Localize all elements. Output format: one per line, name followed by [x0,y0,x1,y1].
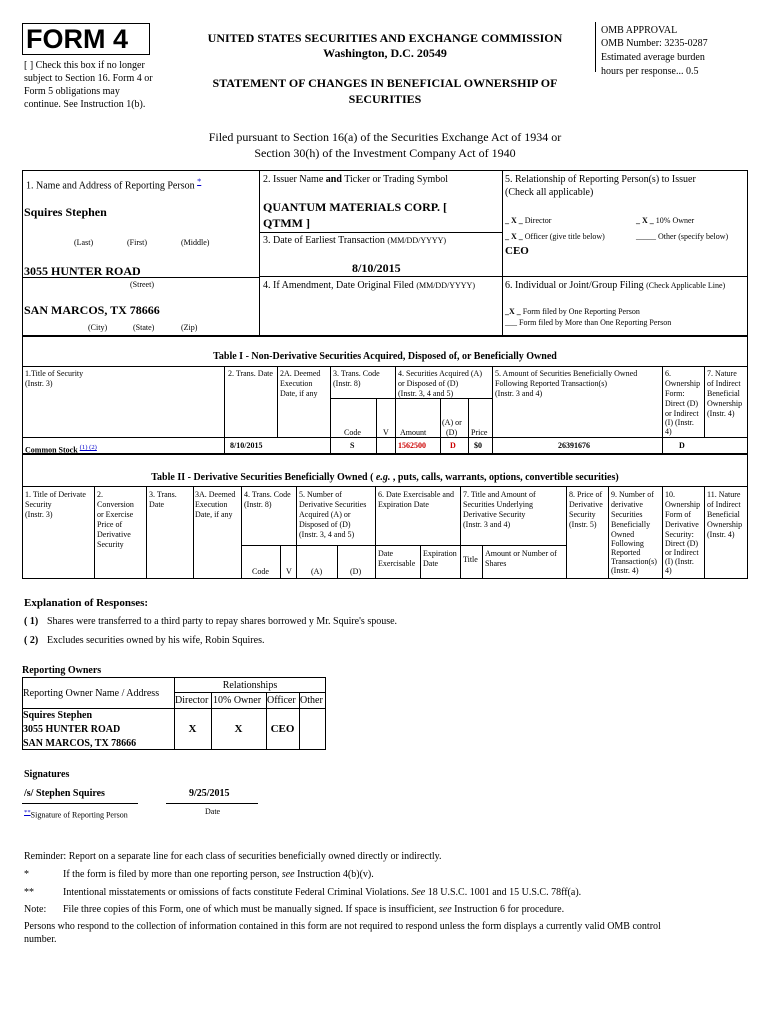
statement-title-1: STATEMENT OF CHANGES IN BENEFICIAL OWNERSHIP OF [212,76,558,90]
earliest-transaction-date: 8/10/2015 [352,261,401,275]
t2-col5-3: Acquired (A) or [299,510,351,519]
t1-col6-7: 4) [665,427,672,436]
t2-col9-9: (Instr. 4) [611,566,639,575]
box4-top [259,276,748,277]
explanation-heading: Explanation of Responses: [24,597,149,609]
t1-sub-price: Price [471,428,488,437]
name-sub-middle: (Middle) [181,238,210,247]
signature-name: /s/ Stephen Squires [24,788,105,799]
owners-sub-officer: Officer [267,695,296,706]
t2-v2 [146,486,147,579]
t2-col9-2: derivative [611,500,643,509]
t1-col3-2: (Instr. 8) [333,379,361,388]
street-sub: (Street) [130,280,154,289]
t2-col3a-1: 3A. Deemed [195,490,236,499]
t1-v10 [704,366,705,437]
issuer-name-1: QUANTUM MATERIALS CORP. [ [263,200,448,214]
t1-col4-3: (Instr. 3, 4 and 5) [398,389,454,398]
explanation-text-2: Excludes securities owned by his wife, Robin Squires. [47,635,265,646]
t1-v2 [277,366,278,437]
t2-v4 [241,486,242,579]
t1-col4-2: or Disposed of (D) [398,379,459,388]
t2-col5-1: 5. Number of [299,490,342,499]
t2-col5-2: Derivative Securities [299,500,367,509]
persons-notice-1: Persons who respond to the collection of information contained in this form are not required to respond unless the form displays a currently valid OMB control [24,921,661,932]
t2-v10 [460,486,461,579]
persons-notice-2: number. [24,934,57,945]
city-sub-zip: (Zip) [181,323,198,332]
t1-col6-4: Direct (D) [665,399,699,408]
owner-line-2: 3055 HUNTER ROAD [23,724,121,735]
city-sub-city: (City) [88,323,108,332]
t2-sub-code: Code [252,567,269,576]
form-title: FORM 4 [26,24,129,54]
t2-col8-3: Security [569,510,596,519]
table2-title: Table II - Derivative Securities Beneficially Owned ( e.g. , puts, calls, warrants, options, convertible securities) [151,472,619,483]
owners-col-rel: Relationships [222,680,278,691]
owners-h1 [174,692,326,693]
t2-col10-2: Ownership [665,500,701,509]
relationship-director[interactable]: _ X _ Director [505,216,552,225]
name-sub-first: (First) [127,238,147,247]
filing-one-person[interactable]: _X _ Form filed by One Reporting Person [505,307,640,316]
t2-col7-1: 7. Title and Amount of [463,490,536,499]
t1-col2a-3: Date, if any [280,389,318,398]
t2-col10-7: or Indirect [665,548,699,557]
t2-col9-7: Reported [611,548,641,557]
explanation-text-1: Shares were transferred to a third party to repay shares borrowed y Mr. Squire's spouse. [47,616,398,627]
t1-sub-amount: Amount [400,428,427,437]
t1-row-price: $0 [474,441,482,450]
owners-h2 [22,708,326,709]
t1-row-ad: D [450,441,456,450]
t1-v4 [376,398,377,454]
box3-top [259,232,503,233]
t2-col11-4: Ownership [707,520,743,529]
owners-sub-ten-pct: 10% Owner [213,695,262,706]
box-divider-2 [502,170,503,336]
t2-col9-6: Following [611,539,644,548]
omb-number: OMB Number: 3235-0287 [601,38,708,49]
t1-sub-ad-1: (A) or [442,418,462,427]
t1-col7-4: Ownership [707,399,743,408]
t2-sub-amount-2: Shares [485,559,507,568]
owners-v2 [211,692,212,750]
t2-col4-2: (Instr. 8) [244,500,272,509]
t1-col6-5: or Indirect [665,409,699,418]
t1-sub-v: V [383,428,389,437]
check-box-line-2: subject to Section 16. Form 4 or [24,73,153,84]
t2-col7-2: Securities Underlying [463,500,533,509]
filed-pursuant-1: Filed pursuant to Section 16(a) of the Securities Exchange Act of 1934 or [208,130,562,144]
issuer-name-2: QTMM ] [263,216,310,230]
table1-header-top [22,366,748,367]
t2-col10-6: Direct (D) [665,539,699,548]
footnote-dstar-mark: ** [24,887,34,898]
t1-col5-2: Following Reported Transaction(s) [495,379,607,388]
street-rule [22,277,259,278]
omb-burden: Estimated average burden [601,52,705,63]
city-sub-state: (State) [133,323,155,332]
t1-col6-2: Ownership [665,379,701,388]
t1-v9 [662,366,663,454]
signature-rule [22,803,138,804]
agency-location: Washington, D.C. 20549 [323,46,447,60]
t2-col5-5: (Instr. 3, 4 and 5) [299,530,355,539]
owner-officer: CEO [270,723,295,735]
relationship-other[interactable]: _____ Other (specify below) [636,232,729,241]
signature-date: 9/25/2015 [189,788,230,799]
t2-col2-2: Conversion [97,500,134,509]
t1-row-security: Common Stock $^{(1) (2)}$ [25,444,97,455]
check-box-line-1[interactable]: [ ] Check this box if no longer [24,60,145,71]
t2-sub-date-ex-1: Date [378,549,394,558]
omb-hours: hours per response... 0.5 [601,66,699,77]
t2-sub-date-ex-2: Exercisable [378,559,416,568]
relationship-ten-pct[interactable]: _ X _ 10% Owner [636,216,695,225]
t1-row-form: D [679,441,685,450]
t2-col7-4: (Instr. 3 and 4) [463,520,511,529]
t2-col7-3: Derivative Security [463,510,526,519]
t2-col10-9: 4) [665,566,672,575]
t2-col1-2: Security [25,500,52,509]
t1-col5-1: 5. Amount of Securities Beneficially Owned [495,369,638,378]
signatures-heading: Signatures [24,769,70,780]
t2-col1-3: (Instr. 3) [25,510,53,519]
owners-sub-other: Other [300,695,323,706]
t1-col2a-1: 2A. Deemed [280,369,321,378]
owner-ten-pct: X [234,723,243,735]
t2-col5-4: Disposed of (D) [299,520,351,529]
explanation-num-2: ( 2) [24,635,39,646]
t2-col10-1: 10. [665,490,675,499]
t2-sub-exp-2: Date [423,559,439,568]
t1-col7-3: Beneficial [707,389,740,398]
note-mark: Note: [24,904,47,915]
signature-date-label: Date [205,807,221,816]
t1-col1-2: (Instr. 3) [25,379,53,388]
t2-col3a-3: Date, if any [195,510,233,519]
footnote-star-text: If the form is filed by more than one reporting person, see Instruction 4(b)(v). [63,869,374,880]
t2-v12 [566,486,567,579]
owner-line-3: SAN MARCOS, TX 78666 [23,738,137,749]
t2-col6-1: 6. Date Exercisable and [378,490,454,499]
t2-v6 [296,486,297,579]
t2-v11 [482,545,483,579]
owner-director: X [188,723,197,735]
omb-approval: OMB APPROVAL [601,25,678,36]
owner-line-1: Squires Stephen [23,710,93,721]
owners-heading: Reporting Owners [22,665,102,676]
t1-col7-1: 7. Nature [707,369,737,378]
t1-sub-code: Code [344,428,361,437]
footnote-star-mark: * [24,869,29,880]
t2-col2-4: Price of [97,520,123,529]
t2-col9-4: Beneficially [611,520,651,529]
t1-col6-6: (I) (Instr. [665,418,694,427]
footnote-link-star[interactable]: * [197,177,202,186]
box1-label: 1. Name and Address of Reporting Person * [26,177,202,192]
table2-header-top [22,486,748,487]
t2-v15 [704,486,705,579]
name-sub-last: (Last) [74,238,94,247]
agency-name: UNITED STATES SECURITIES AND EXCHANGE COMMISSION [207,31,563,45]
t2-v1 [94,486,95,579]
check-box-line-4: continue. See Instruction 1(b). [24,99,146,110]
t1-col7-5: (Instr. 4) [707,409,735,418]
note-text: File three copies of this Form, one of which must be manually signed. If space is insufficient, see Instruction 6 for procedure. [63,904,565,915]
t2-col8-1: 8. Price of [569,490,603,499]
t2-col9-5: Owned [611,530,635,539]
t2-col11-5: (Instr. 4) [707,530,735,539]
t2-col11-3: Beneficial [707,510,740,519]
t2-col6-2: Expiration Date [378,500,429,509]
t2-v3 [193,486,194,579]
t1-v8 [492,366,493,454]
t2-v9 [420,545,421,579]
t2-v14 [662,486,663,579]
t2-sub-v: V [286,567,292,576]
t1-col4-1: 4. Securities Acquired (A) [398,369,482,378]
t2-col9-3: Securities [611,510,643,519]
t2-col2-1: 2. [97,490,103,499]
t2-sub-exp-1: Expiration [423,549,457,558]
reporting-person-name: Squires Stephen [24,205,107,219]
reminder: Reminder: Report on a separate line for each class of securities beneficially owned directly or indirectly. [24,851,442,862]
t2-v7 [337,545,338,579]
box-divider-1 [259,170,260,336]
t1-sub-ad-2: (D) [446,428,458,437]
t2-col3a-2: Execution [195,500,228,509]
t2-col3-2: Date [149,500,165,509]
t1-v6 [440,398,441,454]
t1-col5-3: (Instr. 3 and 4) [495,389,543,398]
t1-col2a-2: Execution [280,379,313,388]
reporting-street: 3055 HUNTER ROAD [24,264,141,278]
box6-label: 6. Individual or Joint/Group Filing (Check Applicable Line) [505,280,726,291]
t2-col10-8: (I) (Instr. [665,557,694,566]
t1-v3 [330,366,331,454]
officer-title: CEO [505,245,529,257]
t1-row-date: 8/10/2015 [230,441,263,450]
t2-col10-3: Form of [665,510,691,519]
t1-row-footnotes[interactable]: (1) (2) [79,444,97,451]
signature-date-rule [166,803,258,804]
owners-sub-director: Director [175,695,209,706]
signature-label: **Signature of Reporting Person [24,809,128,820]
omb-divider [595,22,596,72]
box2-label: 2. Issuer Name and Ticker or Trading Symbol [263,174,449,185]
t1-v1 [224,366,225,454]
t2-col2-3: or Exercise [97,510,134,519]
t1-row-amount: 1562500 [398,441,426,450]
signature-footnote-link[interactable]: ** [24,809,31,816]
t1-col2: 2. Trans. Date [228,369,273,378]
reporting-city: SAN MARCOS, TX 78666 [24,303,160,317]
relationship-officer[interactable]: _ X _ Officer (give title below) [505,232,605,241]
t1-col6-1: 6. [665,369,671,378]
t2-col3-1: 3. Trans. [149,490,177,499]
t2-col4-1: 4. Trans. Code [244,490,291,499]
explanation-num-1: ( 1) [24,616,39,627]
box3-label: 3. Date of Earliest Transaction (MM/DD/YYYY) [263,235,447,246]
box4-label: 4. If Amendment, Date Original Filed (MM/DD/YYYY) [263,280,475,291]
t2-col9-1: 9. Number of [611,490,654,499]
box5-label-2: (Check all applicable) [505,187,594,198]
t2-col2-6: Security [97,540,124,549]
t2-sub-amount-1: Amount or Number of [485,549,557,558]
statement-title-2: SECURITIES [348,92,422,106]
filing-more-persons[interactable]: ___ Form filed by More than One Reporting Person [505,318,672,327]
t2-sub-title: Title [463,555,478,564]
t1-v5 [395,366,396,454]
t2-col8-2: Derivative [569,500,603,509]
filed-pursuant-2: Section 30(h) of the Investment Company Act of 1940 [254,146,516,160]
t2-col2-5: Derivative [97,530,131,539]
t2-col11-2: of Indirect [707,500,741,509]
footnote-dstar-text: Intentional misstatements or omissions of facts constitute Federal Criminal Violations. See 18 U.S.C. 1001 and 15 U.S.C. 78ff(a). [63,887,582,898]
t2-v5 [280,545,281,579]
t2-sub-d: (D) [350,567,362,576]
t1-col1-1: 1.Title of Security [25,369,84,378]
box5-label-1: 5. Relationship of Reporting Person(s) to Issuer [505,174,696,185]
check-box-line-3: Form 5 obligations may [24,86,120,97]
t2-v8 [375,486,376,579]
t2-v13 [608,486,609,579]
t2-col9-8: Transaction(s) [611,557,657,566]
t1-col7-2: of Indirect [707,379,741,388]
t1-col3-1: 3. Trans. Code [333,369,380,378]
owners-col-name: Reporting Owner Name / Address [23,688,160,699]
t2-sub-a: (A) [311,567,323,576]
t2-col10-5: Security: [665,530,694,539]
t2-col1-1: 1. Title of Derivate [25,490,86,499]
t1-col6-3: Form: [665,389,685,398]
t2-sub-rule [241,545,566,546]
t2-col11-1: 11. Nature [707,490,741,499]
table1-title: Table I - Non-Derivative Securities Acquired, Disposed of, or Beneficially Owned [213,351,557,362]
t2-col8-4: (Instr. 5) [569,520,597,529]
t1-row-code: S [350,441,355,450]
t1-v7 [468,398,469,454]
t2-col10-4: Derivative [665,520,699,529]
t1-row-owned: 26391676 [558,441,590,450]
